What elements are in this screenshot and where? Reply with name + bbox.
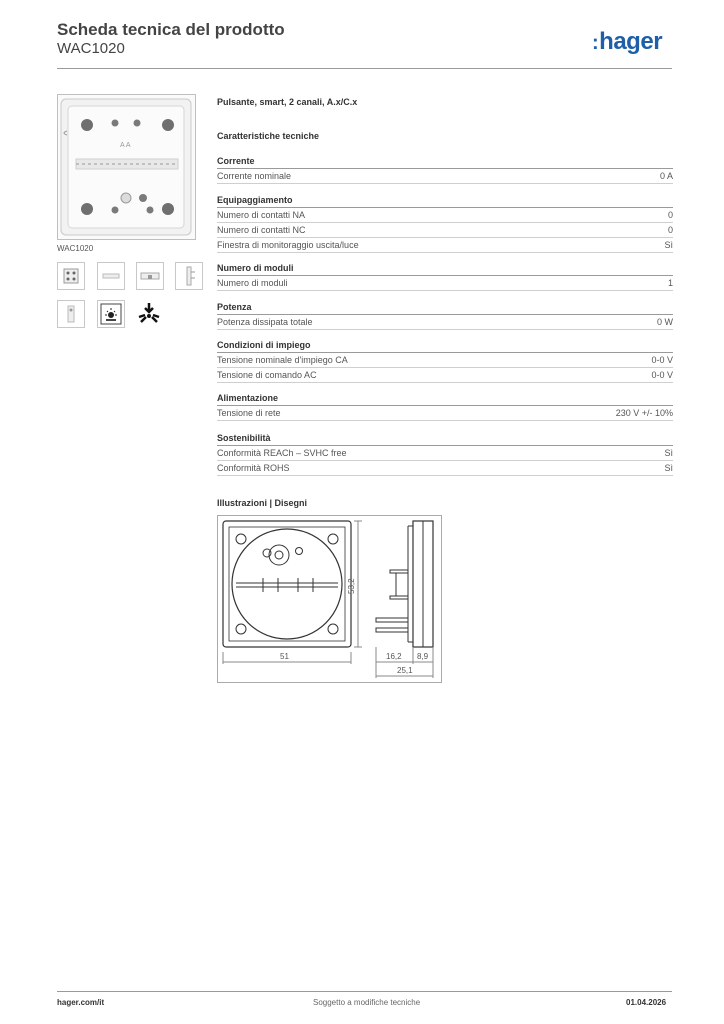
table-row: [217, 315, 673, 330]
dim-width-label: 51: [280, 652, 289, 661]
table-row: [217, 223, 673, 238]
light-icon: [98, 301, 124, 327]
row-value: 0-0 V: [651, 370, 673, 380]
section-heading: Numero di moduli: [217, 262, 673, 276]
row-value: 0-0 V: [651, 355, 673, 365]
tech-heading: Caratteristiche tecniche: [217, 131, 320, 141]
table-row: [217, 276, 673, 291]
footer-note: Soggetto a modifiche tecniche: [313, 998, 421, 1007]
switch-product-icon: [58, 95, 195, 239]
thumb-front-icon: [58, 263, 84, 289]
row-value: 0 A: [659, 171, 673, 181]
section-heading: Sostenibilità: [217, 432, 673, 446]
section-heading: Potenza: [217, 301, 673, 315]
row-value: 0: [667, 225, 673, 235]
row-label: Tensione di comando AC: [217, 370, 317, 380]
table-row: [217, 238, 673, 253]
section-sostenibilita: [217, 432, 673, 476]
row-value: Sì: [664, 463, 673, 473]
table-row: [217, 208, 673, 223]
table-row: [217, 169, 673, 184]
table-row: [217, 368, 673, 383]
logo-text: hager: [599, 28, 663, 55]
section-potenza: [217, 301, 673, 330]
section-heading: Condizioni di impiego: [217, 339, 673, 353]
row-label: Numero di moduli: [217, 278, 288, 288]
row-value: 0 W: [656, 317, 673, 327]
footer-date: 01.04.2026: [626, 998, 667, 1007]
logo-dots-icon: :: [592, 32, 599, 54]
thumb-top-icon: [98, 263, 124, 289]
row-value: 1: [667, 278, 673, 288]
section-condizioni: [217, 339, 673, 383]
section-equipaggiamento: [217, 194, 673, 253]
page-title: Scheda tecnica del prodotto: [57, 20, 285, 39]
row-value: 230 V +/- 10%: [615, 408, 673, 418]
thumbnail-back[interactable]: [57, 300, 85, 328]
product-code: WAC1020: [57, 40, 125, 57]
dimension-drawing-icon: [218, 516, 441, 682]
thumbnail-profile[interactable]: [175, 262, 203, 290]
thumb-side-icon: [137, 263, 163, 289]
table-row: [217, 461, 673, 476]
thumb-back-icon: [58, 301, 84, 327]
row-label: Conformità REACh – SVHC free: [217, 448, 347, 458]
technical-drawing: [217, 515, 442, 683]
section-heading: Corrente: [217, 155, 673, 169]
table-row: [217, 446, 673, 461]
svg-text:A A: A A: [120, 142, 131, 149]
dim-height-label: 53,2: [347, 578, 356, 594]
row-value: Sì: [664, 448, 673, 458]
table-row: [217, 406, 673, 421]
row-label: Finestra di monitoraggio uscita/luce: [217, 240, 359, 250]
product-name: Pulsante, smart, 2 canali, A.x/C.x: [217, 97, 358, 107]
footer-divider: [57, 991, 672, 992]
thumbnail-side[interactable]: [136, 262, 164, 290]
hager-logo[interactable]: [592, 28, 662, 56]
row-label: Tensione di rete: [217, 408, 281, 418]
row-value: 0: [667, 210, 673, 220]
row-label: Numero di contatti NA: [217, 210, 306, 220]
section-heading: Equipaggiamento: [217, 194, 673, 208]
dim-depth-total-label: 25,1: [397, 666, 413, 675]
section-moduli: [217, 262, 673, 291]
thumbnail-light[interactable]: [97, 300, 125, 328]
section-alimentazione: [217, 392, 673, 421]
product-image: [57, 94, 196, 240]
product-image-caption: WAC1020: [57, 244, 94, 253]
illustrations-heading: Illustrazioni | Disegni: [217, 498, 308, 508]
row-label: Tensione nominale d'impiego CA: [217, 355, 348, 365]
thumb-profile-icon: [176, 263, 202, 289]
footer-website-link[interactable]: hager.com/it: [57, 998, 105, 1007]
row-label: Corrente nominale: [217, 171, 292, 181]
thumbnail-top[interactable]: [97, 262, 125, 290]
connectivity-icon: [135, 300, 163, 328]
header-divider: [57, 68, 672, 69]
thumbnail-front[interactable]: [57, 262, 85, 290]
row-label: Conformità ROHS: [217, 463, 290, 473]
row-label: Numero di contatti NC: [217, 225, 306, 235]
dim-depth-b-label: 8,9: [417, 652, 429, 661]
dim-depth-a-label: 16,2: [386, 652, 402, 661]
section-corrente: [217, 155, 673, 184]
table-row: [217, 353, 673, 368]
row-value: Sì: [664, 240, 673, 250]
section-heading: Alimentazione: [217, 392, 673, 406]
row-label: Potenza dissipata totale: [217, 317, 313, 327]
